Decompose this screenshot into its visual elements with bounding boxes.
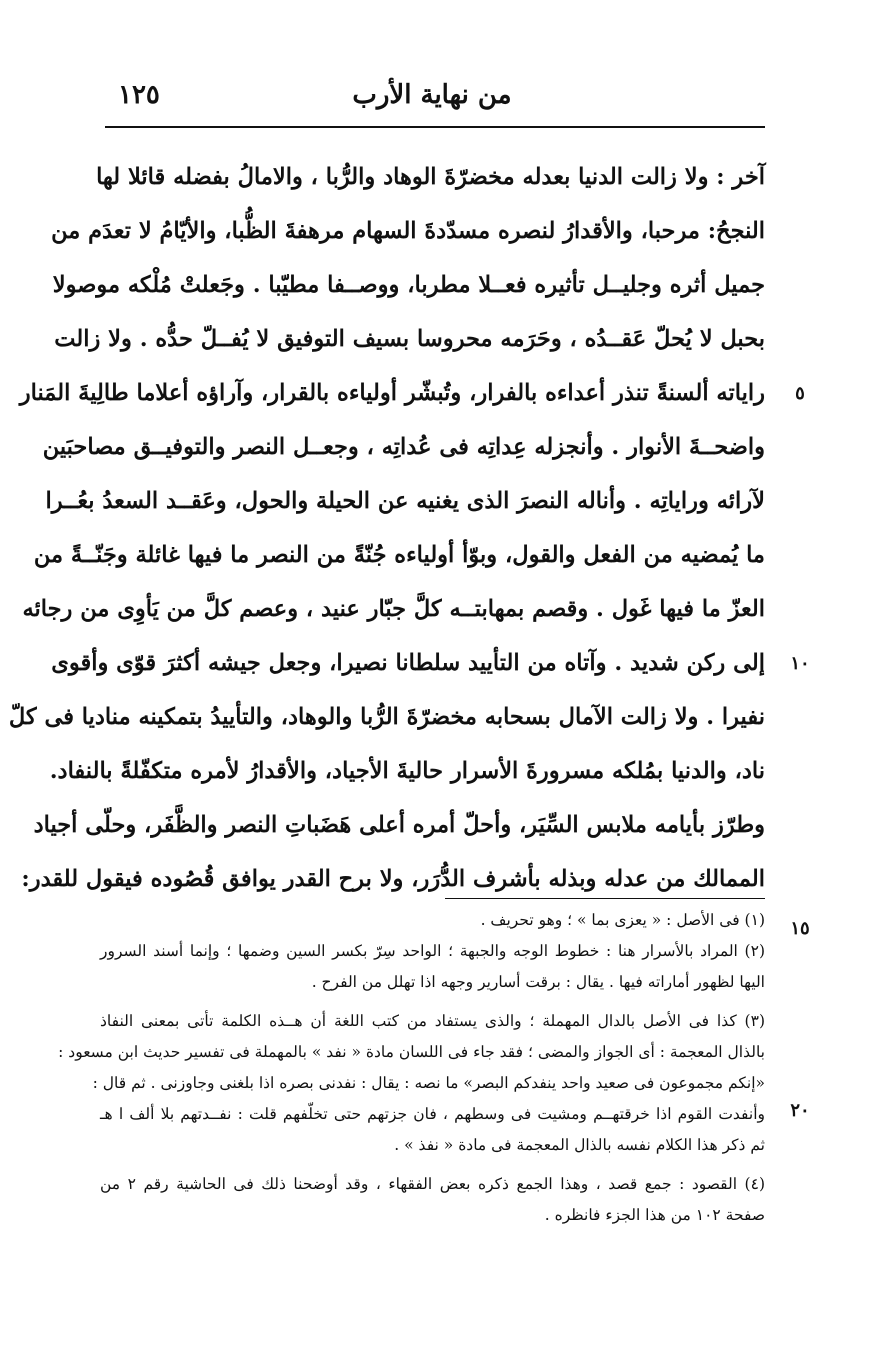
running-title: من نهاية الأرب <box>352 80 512 110</box>
page-number: ١٢٥ <box>118 80 160 110</box>
body-line: الممالك من عدله وبذله بأشرف الدُّرَر، ولا برح القدر يوافق قُصُوده فيقول للقدر: <box>21 866 765 892</box>
body-text <box>8 150 765 906</box>
footnote-3-cont: وأنفدت القوم اذا خرقتهــم ومشيت فى وسطهم ، فان جزتهم حتى تخلّفهم قلت : نفــدتهم بلا ألف ا هـ <box>100 1105 765 1123</box>
footnote-3-cont: «إنكم مجموعون فى صعيد واحد ينفدكم البصر» ما نصه : يقال : نفدنى بصره اذا بلغنى وجاوزنى . ثم قال : <box>92 1074 765 1092</box>
footnote-3-cont: ثم ذكر هذا الكلام نفسه بالذال المعجمة فى مادة « نفذ » . <box>394 1136 765 1154</box>
footnote-1: (١) فى الأصل : « يعزى بما » ؛ وهو تحريف . <box>480 911 765 929</box>
body-line: وطرّز بأيامه ملابس السِّيَر، وأحلّ أمره أعلى هَضَباتِ النصر والظَّفَر، وحلّى أجياد <box>33 812 765 838</box>
margin-line-number: ٥ <box>795 383 805 404</box>
body-line: راياته ألسنةً تنذر أعداءه بالفرار، وتُبشّر أولياءه بالقرار، وآراؤه أعلاما طالِيةَ المَنار <box>19 380 765 406</box>
body-line: واضحــةَ الأنوار . وأنجزله عِداتِه فى عُداتِه ، وجعــل النصر والتوفيــق مصاحبَين <box>42 434 765 460</box>
page-header <box>100 80 764 120</box>
footnote-2: (٢) المراد بالأسرار هنا : خطوط الوجه والجبهة ؛ الواحد سِرّ بكسر السين وضمها ؛ وإنما أسند السرور <box>100 942 765 960</box>
footnote-4: (٤) القصود : جمع قصد ، وهذا الجمع ذكره بعض الفقهاء ، وقد أوضحنا ذلك فى الحاشية رقم ٢ من <box>100 1175 765 1193</box>
footnote-3-cont: بالذال المعجمة : أى الجواز والمضى ؛ فقد جاء فى اللسان مادة « نفد » بالمهملة فى تفسير حديث ابن مسعود : <box>58 1043 765 1061</box>
margin-line-number: ٢٠ <box>790 1100 810 1121</box>
body-line: العزّ ما فيها غَول . وقصم بمهابتــه كلَّ جبّار عنيد ، وعصم كلَّ من يَأوِى من رجائه <box>22 596 765 622</box>
body-line: ما يُمضيه من الفعل والقول، وبوّأ أولياءه جُنّةً من النصر ما فيها غائلة وجَنّــةً من <box>33 542 765 568</box>
footnote-3: (٣) كذا فى الأصل بالدال المهملة ؛ والذى يستفاد من كتب اللغة أن هــذه الكلمة تأتى بمعنى النفاذ <box>100 1012 765 1030</box>
body-line: ناد، والدنيا بمُلكه مسرورةَ الأسرار حاليةَ الأجياد، والأقدارُ لأمره متكفّلةً بالنفاد. <box>49 758 765 784</box>
body-line: لآرائه وراياتِه . وأناله النصرَ الذى يغنيه عن الحيلة والحول، وعَقــد السعدُ بعُــرا <box>45 488 765 514</box>
margin-line-number: ١٥ <box>790 918 810 939</box>
body-line: جميل أثره وجليــل تأثيره فعــلا مطربا، ووصــفا مطيّبا . وجَعلتْ مُلْكه موصولا <box>52 272 765 298</box>
body-line: النجحُ: مرحبا، والأقدارُ لنصره مسدّدةَ السهام مرهفةَ الظُّبا، والأيّامُ لا تعدَم من <box>51 218 765 244</box>
footnote-4-cont: صفحة ١٠٢ من هذا الجزء فانظره . <box>544 1206 765 1224</box>
footnote-rule <box>445 898 765 899</box>
body-line: بحبل لا يُحلّ عَقــدُه ، وحَرَمه محروسا بسيف التوفيق لا يُفــلّ حدُّه . ولا زالت <box>54 326 765 352</box>
body-line: آخر : ولا زالت الدنيا بعدله مخضرّةَ الوهاد والرُّبا ، والامالُ بفضله قائلا لها <box>96 164 765 190</box>
header-rule <box>105 126 765 128</box>
body-line: إلى ركن شديد . وآتاه من التأييد سلطانا نصيرا، وجعل جيشه أكثرَ قوّى وأقوى <box>51 650 765 676</box>
footnotes <box>58 905 765 1231</box>
footnote-2-cont: اليها لظهور أماراته فيها . يقال : برقت أسارير وجهه اذا تهلل من الفرح . <box>311 973 765 991</box>
margin-line-number: ١٠ <box>790 653 810 674</box>
body-line: نفيرا . ولا زالت الآمال بسحابه مخضرّةَ الرُّبا والوهاد، والتأييدُ بتمكينه مناديا فى كلّ <box>8 704 765 730</box>
